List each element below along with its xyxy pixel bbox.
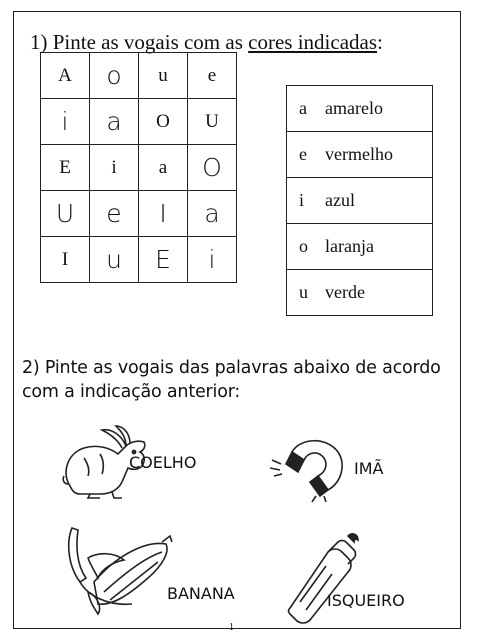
color-key-vowel: o — [299, 236, 308, 256]
letter-cell[interactable]: i — [188, 237, 237, 283]
letter-cell[interactable]: I — [139, 191, 188, 237]
worksheet-frame — [13, 11, 461, 629]
question-2: 2) Pinte as vogais das palavras abaixo de acordo com a indicação anterior: — [22, 358, 441, 402]
color-key-vowel: i — [299, 190, 305, 210]
question-1-colon: : — [377, 30, 383, 54]
color-key-row — [287, 178, 433, 224]
color-key-row — [287, 132, 433, 178]
letter-grid-row — [41, 237, 237, 283]
color-key-cell — [287, 178, 433, 224]
letter-cell[interactable]: u — [90, 237, 139, 283]
word-ima: IMÃ — [354, 459, 384, 478]
letter-cell[interactable]: e — [188, 53, 237, 99]
letter-grid-row — [41, 53, 237, 99]
question-1-text: Pinte as vogais com as — [52, 30, 243, 54]
color-key-table — [286, 85, 433, 316]
letter-cell[interactable]: a — [188, 191, 237, 237]
color-key-cell — [287, 132, 433, 178]
letter-cell[interactable]: e — [90, 191, 139, 237]
letter-cell[interactable]: E — [139, 237, 188, 283]
color-key-color: verde — [325, 282, 365, 302]
color-key-color: vermelho — [325, 144, 393, 164]
word-banana: BANANA — [167, 584, 235, 603]
letter-grid-row — [41, 191, 237, 237]
page-number: 1 — [229, 622, 234, 633]
color-key-vowel: u — [299, 282, 308, 302]
letter-cell[interactable]: i — [90, 145, 139, 191]
color-key-cell — [287, 270, 433, 316]
color-key-cell — [287, 86, 433, 132]
word-coelho: COELHO — [129, 453, 197, 472]
letter-cell[interactable]: i — [41, 99, 90, 145]
color-key-vowel: e — [299, 144, 307, 164]
letter-cell[interactable]: A — [41, 53, 90, 99]
magnet-icon — [266, 430, 348, 502]
color-key-row — [287, 86, 433, 132]
color-key-row — [287, 270, 433, 316]
color-key-color: laranja — [325, 236, 374, 256]
letter-grid — [40, 52, 237, 283]
letter-cell[interactable]: U — [41, 191, 90, 237]
question-1-underlined: cores indicadas — [248, 30, 378, 54]
letter-grid-row — [41, 99, 237, 145]
letter-cell[interactable]: O — [139, 99, 188, 145]
color-key-color: azul — [325, 190, 355, 210]
lighter-icon — [282, 532, 366, 624]
color-key-cell — [287, 224, 433, 270]
letter-cell[interactable]: O — [188, 145, 237, 191]
letter-cell[interactable]: E — [41, 145, 90, 191]
letter-grid-row — [41, 145, 237, 191]
letter-cell[interactable]: o — [90, 53, 139, 99]
bananas-icon — [58, 522, 176, 618]
word-isqueiro: ISQUEIRO — [327, 591, 405, 610]
letter-cell[interactable]: u — [139, 53, 188, 99]
color-key-color: amarelo — [325, 98, 383, 118]
letter-cell[interactable]: I — [41, 237, 90, 283]
color-key-vowel: a — [299, 98, 307, 118]
letter-cell[interactable]: U — [188, 99, 237, 145]
letter-cell[interactable]: a — [139, 145, 188, 191]
color-key-row — [287, 224, 433, 270]
question-1-number: 1) — [30, 30, 48, 54]
letter-cell[interactable]: a — [90, 99, 139, 145]
